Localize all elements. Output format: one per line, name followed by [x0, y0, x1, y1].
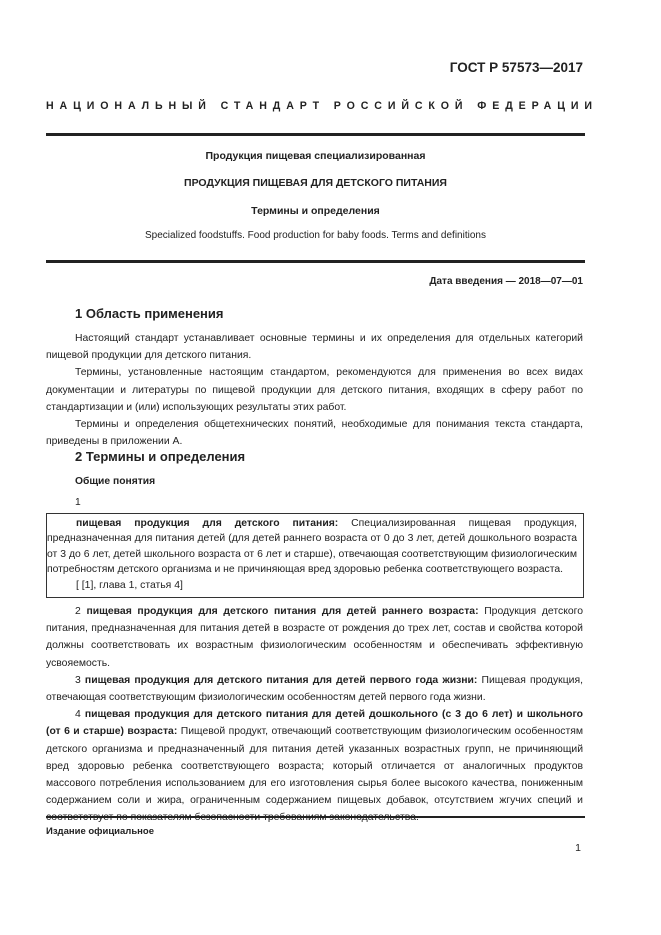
term-2-text: Продукция детского питания, предназначенная для питания детей в возрасте от рождения до трех лет, состав и свойства которой должны соответствовать их возрастным физиологическим особенностям и обеспечивать эффективную усвояемость. [46, 606, 583, 669]
term-1-number: 1 [75, 497, 81, 508]
term-2-number: 2 [75, 606, 81, 617]
term-3-definition [46, 672, 583, 706]
term-4-name: пищевая продукция для детского питания для детей дошкольного (с 3 до 6 лет) и школьного (от 6 и старше) возраста: [46, 709, 584, 738]
term-3-text: Пищевая продукция, отвечающая соответствующим физиологическим особенностям детей первого года жизни. [46, 674, 583, 704]
footer-rule [46, 816, 585, 818]
term-4-definition [46, 706, 583, 826]
section-1-paragraph: Термины, установленные настоящим стандартом, рекомендуются для применения во всех видах документации и литературы по пищевой продукции для детского питания, входящих в сферу работ по стандартизации и (или) использующих результаты этих работ. [46, 367, 583, 413]
header-rule [46, 133, 585, 136]
term-2-definition [46, 603, 583, 672]
section-1-heading: 1 Область применения [75, 306, 224, 321]
term-4-number: 4 [75, 709, 81, 721]
term-3-number: 3 [75, 674, 81, 686]
title-rule [46, 260, 585, 263]
section-2-heading: 2 Термины и определения [75, 449, 246, 464]
title-line-1: Продукция пищевая специализированная [205, 150, 426, 162]
section-2-subheading: Общие понятия [75, 476, 156, 487]
standard-code: ГОСТ Р 57573—2017 [449, 60, 583, 75]
term-1-reference: [ [1], глава 1, статья 4] [76, 579, 183, 591]
term-3-name: пищевая продукция для детского питания для детей первого года жизни: [84, 674, 478, 686]
effective-date: Дата введения — 2018—07—01 [429, 276, 583, 287]
official-edition-label: Издание официальное [46, 826, 154, 837]
national-standard-heading: НАЦИОНАЛЬНЫЙ СТАНДАРТ РОССИЙСКОЙ ФЕДЕРАЦИИ [46, 100, 598, 112]
section-1-body [46, 330, 583, 450]
title-line-2: ПРОДУКЦИЯ ПИЩЕВАЯ ДЛЯ ДЕТСКОГО ПИТАНИЯ [184, 177, 447, 189]
term-1-text: Специализированная пищевая продукция, предназначенная для питания детей (для детей раннего возраста от 0 до 3 лет, детей дошкольного возраста от 3 до 6 лет, детей школьного возраста от 6 лет и старше), отвечающая соответствующим физиологическим потребностям детского организма и не причиняющая вред здоровью ребенка соответствующего возраста. [47, 518, 577, 576]
term-1-name: пищевая продукция для детского питания: [76, 518, 339, 529]
term-1-box [46, 513, 584, 598]
section-2-terms [46, 603, 583, 827]
term-2-name: пищевая продукция для детского питания для детей раннего возраста: [86, 606, 479, 617]
section-1-paragraph: Настоящий стандарт устанавливает основные термины и их определения для отдельных категорий пищевой продукции для детского питания. [46, 333, 583, 362]
term-1-definition [47, 516, 577, 578]
title-line-3: Термины и определения [251, 205, 380, 217]
title-english: Specialized foodstuffs. Food production for baby foods. Terms and definitions [145, 230, 486, 241]
term-4-text: Пищевой продукт, отвечающий соответствующим физиологическим особенностям детского организма и предназначенный для питания детей указанных возрастных групп, не причиняющий вред здоровью ребенка соответствующего возраста; который отличается от аналогичных продуктов массового потребления использованием для его изготовления сырья более высокого качества, пониженным содержанием соли и жира, ограниченным содержанием пищевых добавок, отсутствием жгучих специй и [46, 726, 584, 807]
page-number: 1 [575, 842, 581, 854]
section-1-paragraph: Термины и определения общетехнических понятий, необходимые для понимания текста стандарта, приведены в приложении А. [46, 419, 583, 448]
